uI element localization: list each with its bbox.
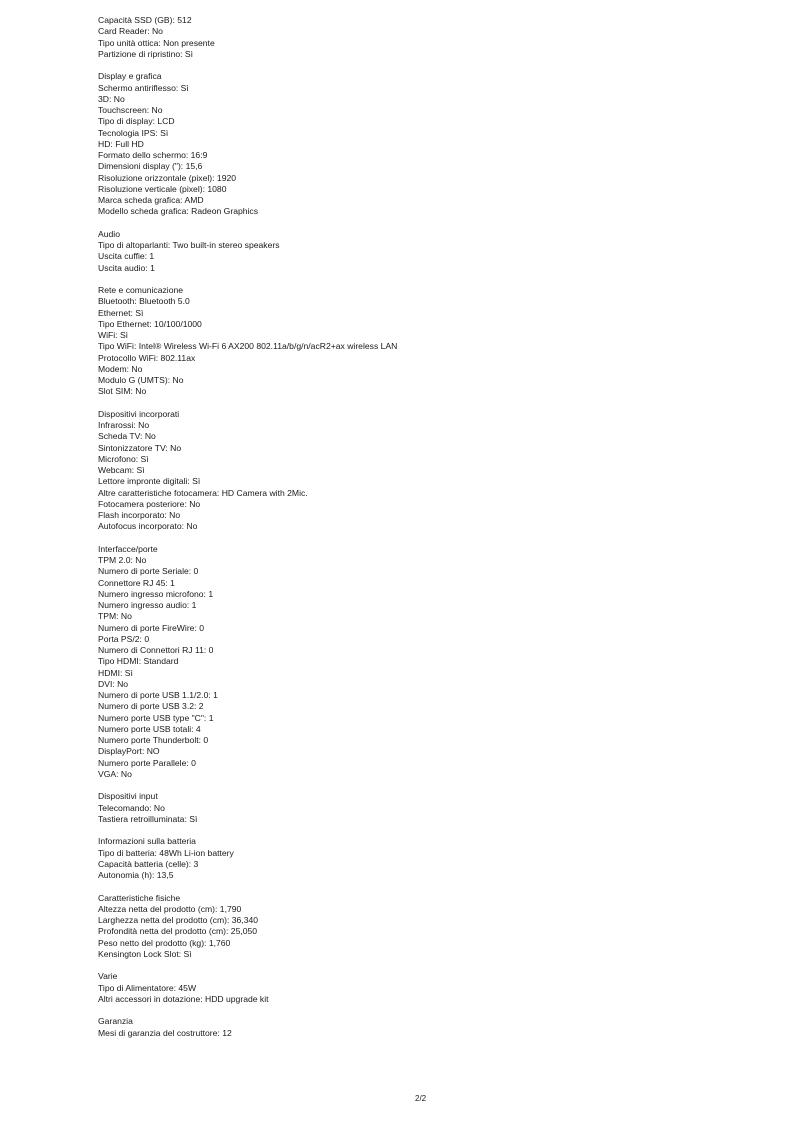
spec-line: Numero di porte Seriale: 0: [98, 566, 199, 577]
section-title: Garanzia: [98, 1016, 133, 1027]
page-number: 2/2: [415, 1094, 427, 1103]
spec-section: [98, 971, 758, 1005]
spec-line: 3D: No: [98, 93, 125, 104]
spec-line: Altre caratteristiche fotocamera: HD Camera with 2Mic.: [98, 487, 308, 498]
spec-line: Numero ingresso microfono: 1: [98, 588, 214, 599]
spec-line: Connettore RJ 45: 1: [98, 577, 175, 588]
spec-line: Partizione di ripristino: Sì: [98, 48, 194, 59]
spec-line: Fotocamera posteriore: No: [98, 498, 201, 509]
spec-line: Lettore impronte digitali: Sì: [98, 476, 201, 487]
section-title: Display e grafica: [98, 71, 162, 82]
spec-line: Tastiera retroilluminata: Sì: [98, 813, 198, 824]
spec-line: Numero ingresso audio: 1: [98, 600, 197, 610]
section-title: Caratteristiche fisiche: [98, 892, 181, 903]
spec-line: Tipo Ethernet: 10/100/1000: [98, 318, 202, 329]
spec-line: Kensington Lock Slot: Sì: [98, 948, 192, 959]
spec-line: Microfono: Sì: [98, 453, 149, 464]
spec-section: [98, 71, 758, 217]
spec-line: Scheda TV: No: [98, 431, 156, 442]
spec-line: Numero porte USB type "C": 1: [98, 712, 214, 723]
spec-line: Risoluzione verticale (pixel): 1080: [98, 183, 227, 194]
spec-section: [98, 409, 758, 533]
spec-line: Numero porte Parallele: 0: [98, 757, 196, 768]
section-title: Interfacce/porte: [98, 543, 158, 554]
spec-line: Altri accessori in dotazione: HDD upgrade kit: [98, 993, 269, 1004]
spec-line: Tipo HDMI: Standard: [98, 656, 179, 667]
spec-line: Dimensioni display ("): 15,6: [98, 161, 203, 172]
spec-line: HD: Full HD: [98, 138, 144, 149]
spec-line: Flash incorporato: No: [98, 510, 181, 520]
spec-line: Protocollo WiFi: 802.11ax: [98, 352, 196, 363]
spec-line: Porta PS/2: 0: [98, 633, 150, 644]
spec-section: [98, 544, 758, 780]
spec-line: DVI: No: [98, 678, 129, 689]
spec-line: Numero porte USB totali: 4: [98, 723, 201, 734]
spec-section: [98, 1016, 758, 1039]
spec-line: Touchscreen: No: [98, 105, 163, 115]
section-title: Dispositivi incorporati: [98, 408, 180, 419]
spec-line: Tipo di batteria: 48Wh Li-ion battery: [98, 847, 234, 858]
spec-line: Peso netto del prodotto (kg): 1,760: [98, 937, 231, 948]
spec-line: VGA: No: [98, 768, 132, 779]
spec-line: Autofocus incorporato: No: [98, 521, 198, 532]
spec-line: Tipo di display: LCD: [98, 116, 175, 127]
spec-line: Mesi di garanzia del costruttore: 12: [98, 1027, 232, 1038]
spec-section: [98, 285, 758, 398]
spec-document: [98, 15, 758, 1050]
spec-line: Numero di porte FireWire: 0: [98, 622, 205, 633]
spec-line: Infrarossi: No: [98, 420, 150, 430]
spec-section: [98, 229, 758, 274]
spec-line: Uscita audio: 1: [98, 262, 155, 273]
spec-line: Card Reader: No: [98, 26, 163, 37]
spec-line: Modem: No: [98, 363, 143, 374]
spec-line: Capacità SSD (GB): 512: [98, 15, 192, 25]
section-title: Informazioni sulla batteria: [98, 836, 196, 847]
spec-section: [98, 836, 758, 881]
spec-line: Profondità netta del prodotto (cm): 25,050: [98, 926, 258, 937]
spec-line: Ethernet: Sì: [98, 307, 144, 318]
spec-line: Modello scheda grafica: Radeon Graphics: [98, 206, 259, 217]
spec-line: Schermo antiriflesso: Sì: [98, 82, 189, 93]
spec-line: Risoluzione orizzontale (pixel): 1920: [98, 172, 237, 183]
spec-line: Numero di Connettori RJ 11: 0: [98, 645, 214, 655]
spec-line: WiFi: Sì: [98, 330, 129, 340]
spec-line: Larghezza netta del prodotto (cm): 36,340: [98, 915, 259, 925]
spec-line: Tecnologia IPS: Sì: [98, 127, 169, 138]
spec-line: Autonomia (h): 13,5: [98, 870, 174, 880]
spec-line: Formato dello schermo: 16:9: [98, 150, 208, 160]
spec-section: [98, 791, 758, 825]
spec-line: Tipo unità ottica: Non presente: [98, 37, 215, 48]
spec-line: HDMI: Sì: [98, 667, 133, 678]
spec-line: Tipo di altoparlanti: Two built-in stereo speakers: [98, 240, 280, 250]
spec-line: TPM 2.0: No: [98, 555, 147, 565]
spec-line: TPM: No: [98, 611, 132, 622]
spec-line: Capacità batteria (celle): 3: [98, 858, 199, 869]
section-title: Audio: [98, 228, 120, 239]
spec-section: [98, 893, 758, 961]
spec-line: Webcam: Sì: [98, 465, 145, 475]
spec-line: Numero di porte USB 3.2: 2: [98, 701, 204, 712]
spec-line: Bluetooth: Bluetooth 5.0: [98, 296, 190, 307]
spec-line: Slot SIM: No: [98, 386, 147, 397]
spec-line: Altezza netta del prodotto (cm): 1,790: [98, 903, 242, 914]
spec-line: DisplayPort: NO: [98, 746, 160, 757]
section-title: Varie: [98, 971, 118, 982]
spec-section: [98, 15, 758, 60]
spec-line: Sintonizzatore TV: No: [98, 442, 182, 453]
spec-line: Tipo WiFi: Intel® Wireless Wi-Fi 6 AX200 802.11a/b/g/n/acR2+ax wireless LAN: [98, 341, 398, 352]
section-title: Rete e comunicazione: [98, 285, 184, 295]
spec-line: Telecomando: No: [98, 802, 165, 813]
section-title: Dispositivi input: [98, 791, 158, 802]
spec-line: Tipo di Alimentatore: 45W: [98, 982, 197, 993]
spec-line: Marca scheda grafica: AMD: [98, 195, 204, 205]
spec-line: Modulo G (UMTS): No: [98, 375, 184, 385]
spec-line: Numero di porte USB 1.1/2.0: 1: [98, 690, 218, 700]
spec-line: Numero porte Thunderbolt: 0: [98, 735, 209, 745]
spec-line: Uscita cuffie: 1: [98, 251, 155, 262]
